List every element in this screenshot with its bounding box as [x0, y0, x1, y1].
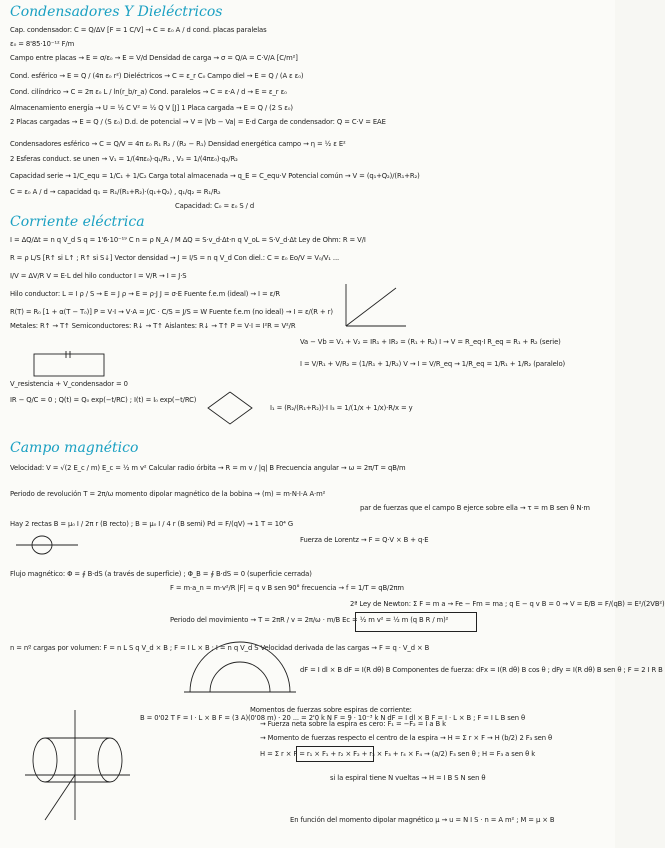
corr-line-10: IR − Q/C = 0 ; Q(t) = Q₀ exp(−t/RC) ; I(t) = I₀ exp(−t/RC) — [10, 396, 197, 404]
section-title-magnetico: Campo magnético — [10, 440, 139, 456]
mag-line-2: Periodo de revolución T = 2π/ω momento dipolar magnético de la bobina → (m) = m·N·I·A A·m² — [10, 490, 326, 498]
mag-line-12: Momentos de fuerzas sobre espiras de corriente: — [250, 706, 412, 714]
cond-line-11: C = ε₀ A / d → capacidad q₁ = R₁/(R₁+R₂)·(q₁+Q₂) , q₁/q₂ = R₁/R₂ — [10, 188, 221, 196]
mag-line-18: B = 0'02 T F = I · L × B F = (3 A)(0'08 m) · 20 ... = 2'0 k N F = 9 · 10⁻³ k N dF = I dl × B F = I · L × B ; F = I L B sen θ — [140, 714, 526, 722]
mag-line-4: Hay 2 rectas B = μ₀ I / 2π r (B recto) ; B = μ₀ I / 4 r (B semi) Pd = F/(qV) → 1 T = 10⁴ G — [10, 520, 294, 528]
formula-box-energy — [355, 612, 477, 632]
mag-line-17: En función del momento dipolar magnético μ → u = N I S · n = A m² ; M = μ × B — [290, 816, 555, 824]
cond-line-7: 2 Placas cargadas → E = Q / (S ε₀) D.d. de potencial → V = |Vb − Va| = E·d Carga de condensador: Q = C·V = EAE — [10, 118, 386, 126]
mag-line-5: Fuerza de Lorentz → F = Q·V × B + q·E — [300, 536, 429, 544]
cond-line-1: Cap. condensador: C = Q/ΔV [F = 1 C/V] → C = ε₀ A / d cond. placas paralelas — [10, 26, 267, 34]
corr-line-5: R(T) = R₀ [1 + α(T − T₀)] P = V·I → V·A = J/C · C/S = J/S = W Fuente f.e.m (no ideal) → I = ε/(R + r) — [10, 308, 333, 316]
cond-line-6: Almacenamiento energía → U = ½ C V² = ½ Q V [J] 1 Placa cargada → E = Q / (2 S ε₀) — [10, 104, 293, 112]
straight-wire-field-icon — [12, 530, 82, 560]
corr-line-4: Hilo conductor: L = I ρ / S → E = J ρ → E = ρ·J J = σ·E Fuente f.e.m (ideal) → I = ε/R — [10, 290, 281, 298]
mag-line-1: Velocidad: V = √(2 E_c / m) E_c = ½ m v² Calcular radio órbita → R = m v / |q| B Frecuencia angular → ω = 2π/T = qB/m — [10, 464, 406, 472]
corr-line-2: R = ρ L/S [R↑ si L↑ ; R↑ si S↓] Vector densidad → J = I/S = n q V_d Con diel.: C = ε₀ Eo/V = V₀/V₁ ... — [10, 254, 340, 262]
cond-line-4: Cond. esférico → E = Q / (4π ε₀ r²) Dieléctricos → C = ε_r C₀ Campo diel → E = Q / (A ε ε₀) — [10, 72, 304, 80]
mag-line-9: Periodo del movimiento → T = 2πR / v = 2π/ω · m/B Ec = ½ m v² = ½ m (q B R / m)² — [170, 616, 449, 624]
corr-line-9: V_resistencia + V_condensador = 0 — [10, 380, 128, 388]
mag-line-16: si la espiral tiene N vueltas → H = I B S N sen θ — [330, 774, 486, 782]
cond-line-10: Capacidad serie → 1/C_equ = 1/C₁ + 1/C₂ Carga total almacenada → q_E = C_equ·V Potencial común → V = (q₁+Q₂)/(R₁+R₂) — [10, 172, 420, 180]
section-title-condensadores: Condensadores Y Dieléctricos — [10, 4, 223, 20]
cond-line-5: Cond. cilíndrico → C = 2π ε₀ L / ln(r_b/r_a) Cond. paralelos → C = ε·A / d → E = ε_r ε₀ — [10, 88, 287, 96]
cond-line-12: Capacidad: C₀ = ε₀ S / d — [175, 202, 255, 210]
current-voltage-graph-icon — [340, 280, 410, 330]
corr-line-3: I/V = ΔV/R V = E·L del hilo conductor I = V/R → I = J·S — [10, 272, 187, 280]
cond-line-8: Condensadores esférico → C = Q/V = 4π ε₀ R₁ R₂ / (R₂ − R₁) Densidad energética campo → η = ½ ε E² — [10, 140, 346, 148]
mag-line-3: par de fuerzas que el campo B ejerce sobre ella → τ = m B sen θ N·m — [360, 504, 590, 512]
mag-line-10: n = nº cargas por volumen: F = n L S q V_d × B ; F = I L × B ; I = n q V_d S Velocidad derivada de las cargas → F = q · V_d × B — [10, 644, 430, 652]
resistor-capacitor-circuit-icon — [30, 350, 110, 380]
mag-line-6: Flujo magnético: Φ = ∮ B·dS (a través de superficie) ; Φ_B = ∮ B·dS = 0 (superficie cerrada) — [10, 570, 312, 578]
mag-line-7: F = m·a_n = m·v²/R |F| = q v B sen 90° frecuencia → f = 1/T = qB/2πm — [170, 584, 404, 592]
corr-line-6: Metales: R↑ → T↑ Semiconductores: R↓ → T↑ Aislantes: R↓ → T↑ P = V·I = I²R = V²/R — [10, 322, 296, 330]
corr-line-1: I = ΔQ/Δt = n q V_d S q = 1'6·10⁻¹⁹ C n = ρ N_A / M ΔQ = S·v_d·Δt·n q V_oL = S·V_d·Δt Ley de Ohm: R = V/I — [10, 236, 366, 244]
cond-line-3: Campo entre placas → E = σ/ε₀ → E = V/d Densidad de carga → σ = Q/A = C·V/A [C/m²] — [10, 54, 298, 62]
current-loop-3d-icon — [15, 700, 135, 830]
cond-line-9: 2 Esferas conduct. se unen → V₁ = 1/(4πε₀)·q₁/R₁ , V₂ = 1/(4πε₀)·q₂/R₂ — [10, 155, 238, 163]
formula-box-torque — [296, 746, 374, 762]
semicircular-wire-icon — [180, 640, 300, 695]
corr-line-7: Va − Vb = V₁ + V₂ = IR₁ + IR₂ = (R₁ + R₂) I → V = R_eq·I R_eq = R₁ + R₂ (serie) — [300, 338, 561, 346]
mag-line-8: 2ª Ley de Newton: Σ F = m a → Fe − Fm = ma ; q E − q v B = 0 → V = E/B = F/(qB) = E²/(2VB²) — [350, 600, 665, 608]
mag-line-11: dF = I dl × B dF = I(R dθ) B Componentes de fuerza: dFx = I(R dθ) B cos θ ; dFy = I(R dθ) B sen θ ; F = 2 I R B — [300, 666, 663, 674]
cond-line-2: ε₀ = 8'85·10⁻¹² F/m — [10, 40, 75, 48]
mag-line-13: → Fuerza neta sobre la espira es cero: F₁ = −F₂ = I a B k — [260, 720, 446, 728]
mag-line-14: → Momento de fuerzas respecto el centro de la espira → H = Σ r × F → H (b/2) 2 F₃ sen θ — [260, 734, 553, 742]
mag-line-15: H = Σ r × F = r₁ × F₁ + r₂ × F₂ + r₃ × F₃ + r₄ × F₄ → (a/2) F₃ sen θ ; H = F₃ a sen θ k — [260, 750, 536, 758]
section-title-corriente: Corriente eléctrica — [10, 214, 145, 230]
resistor-bridge-icon — [200, 388, 260, 428]
corr-line-8: I = V/R₁ + V/R₂ = (1/R₁ + 1/R₂) V → I = V/R_eq → 1/R_eq = 1/R₁ + 1/R₂ (paralelo) — [300, 360, 566, 368]
corr-line-11: I₁ = (R₂/(R₁+R₂))·I I₃ = 1/(1/x + 1/x)·R/x = y — [270, 404, 413, 412]
